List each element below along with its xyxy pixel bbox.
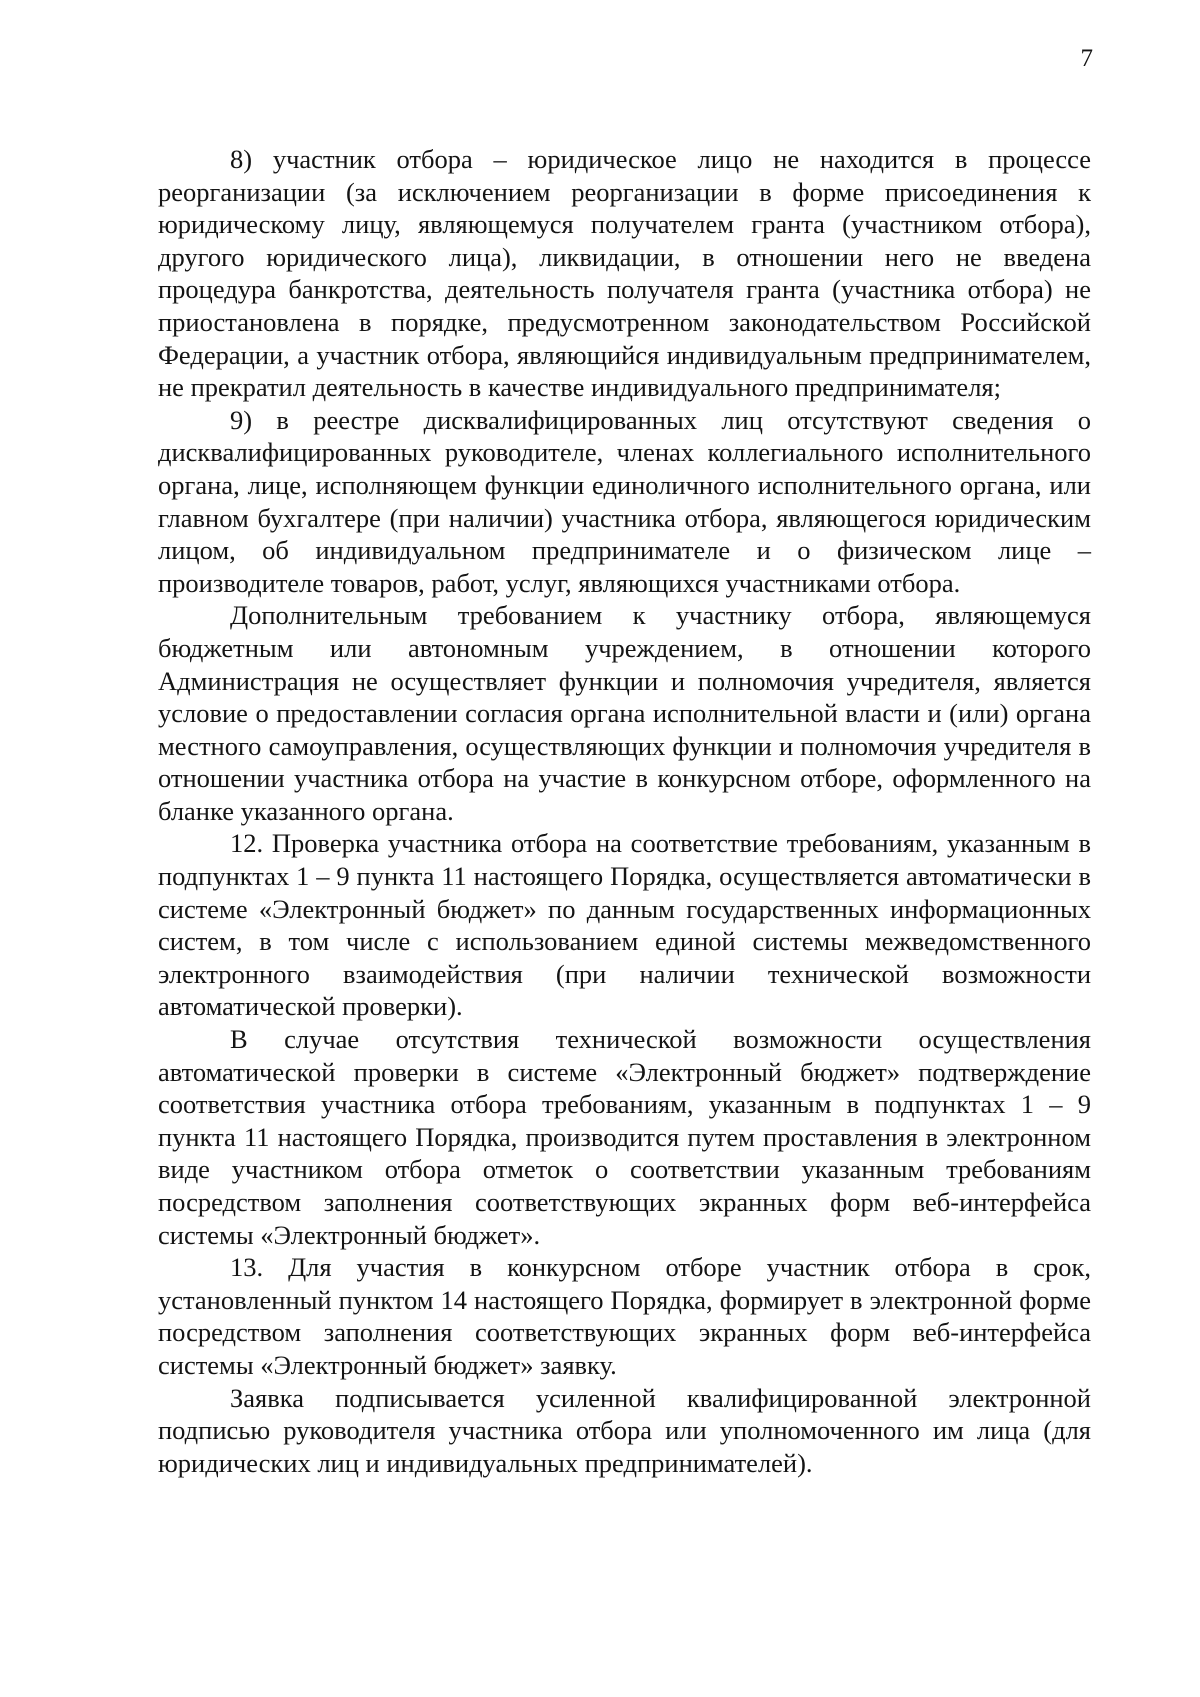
document-body: [158, 143, 1091, 1479]
paragraph-item-9: 9) в реестре дисквалифицированных лиц отсутствуют сведения о дисквалифицированных руководителе, членах коллегиального исполнительного органа, лице, исполняющем функции единоличного исполнительного органа, или главном бухгалтере (при наличии) участника отбора, являющегося юридическим лицом, об индивидуальном предпринимателе и о физическом лице – производителе товаров, работ, услуг, являющихся участниками отбора.: [158, 404, 1091, 598]
paragraph-additional-requirement: Дополнительным требованием к участнику отбора, являющемуся бюджетным или автономным учреждением, в отношении которого Администрация не осуществляет функции и полномочия учредителя, является условие о предоставлении согласия органа исполнительной власти и (или) органа местного самоуправления, осуществляющих функции и полномочия учредителя в отношении участника отбора на участие в конкурсном отборе, оформленного на бланке указанного органа.: [158, 600, 1091, 826]
paragraph-manual-verification: В случае отсутствия технической возможности осуществления автоматической проверки в системе «Электронный бюджет» подтверждение соответствия участника отбора требованиям, указанным в подпунктах 1 – 9 пункта 11 настоящего Порядка, производится путем проставления в электронном виде участником отбора отметок о соответствии указанным требованиям посредством заполнения соответствующих экранных форм веб-интерфейса системы «Электронный бюджет».: [158, 1024, 1091, 1250]
paragraph-signature: Заявка подписывается усиленной квалифицированной электронной подписью руководителя участника отбора или уполномоченного им лица (для юридических лиц и индивидуальных предпринимателей).: [158, 1382, 1091, 1478]
paragraph-item-8: 8) участник отбора – юридическое лицо не находится в процессе реорганизации (за исключением реорганизации в форме присоединения к юридическому лицу, являющемуся получателем гранта (участником отбора), другого юридического лица), ликвидации, в отношении него не введена процедура банкротства, деятельность получателя гранта (участника отбора) не приостановлена в порядке, предусмотренном законодательством Российской Федерации, а участник отбора, являющийся индивидуальным предпринимателем, не прекратил деятельность в качестве индивидуального предпринимателя;: [158, 144, 1091, 403]
paragraph-clause-13: 13. Для участия в конкурсном отборе участник отбора в срок, установленный пунктом 14 настоящего Порядка, формирует в электронной форме посредством заполнения соответствующих экранных форм веб-интерфейса системы «Электронный бюджет» заявку.: [158, 1252, 1091, 1380]
page-number: 7: [1080, 45, 1093, 72]
paragraph-clause-12: 12. Проверка участника отбора на соответствие требованиям, указанным в подпунктах 1 – 9 пункта 11 настоящего Порядка, осуществляется автоматически в системе «Электронный бюджет» по данным государственных информационных систем, в том числе с использованием единой системы межведомственного электронного взаимодействия (при наличии технической возможности автоматической проверки).: [158, 828, 1091, 1022]
